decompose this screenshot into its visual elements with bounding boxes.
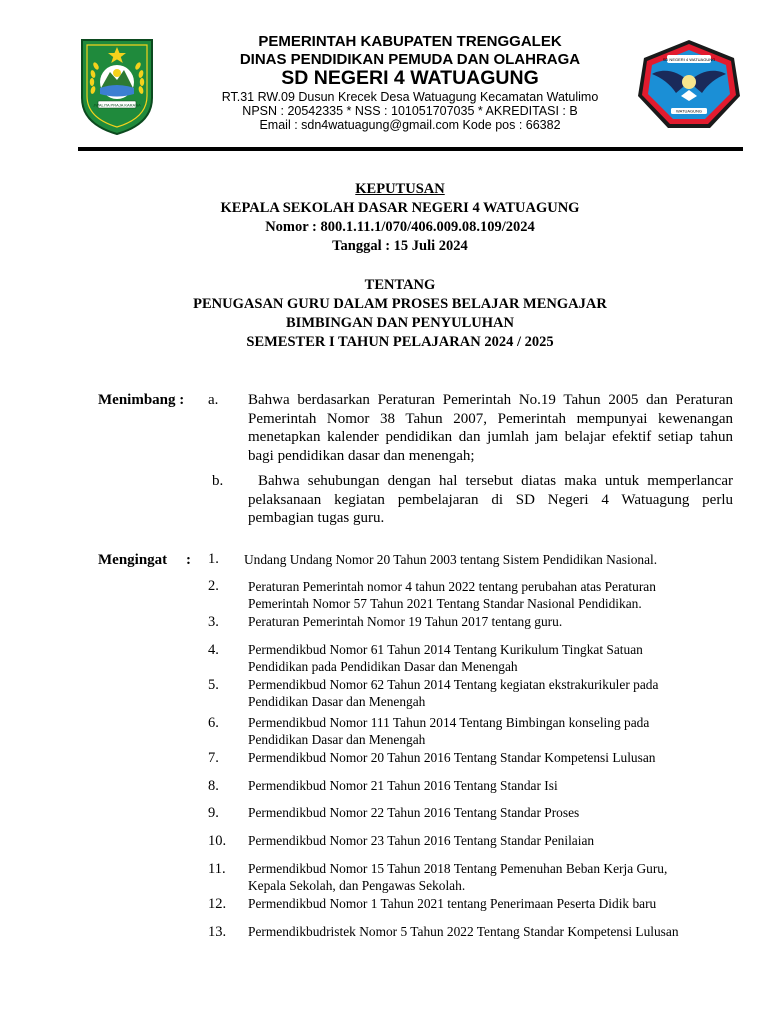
list-item-number: 3. — [208, 614, 219, 630]
letterhead-department-line: DINAS PENDIDIKAN PEMUDA DAN OLAHRAGA — [239, 51, 581, 68]
letterhead-contact: Email : sdn4watuagung@gmail.com Kode pos : 66382 — [259, 118, 561, 132]
menimbang-item-b-line: Bahwa sehubungan dengan hal tersebut diatas maka untuk memperlancar — [258, 473, 733, 489]
menimbang-item-a-line: menetapkan kalender pendidikan dan jumlah jam belajar efektif setiap tahun — [248, 429, 733, 445]
list-item-text: Pendidikan pada Pendidikan Dasar dan Menengah — [248, 659, 518, 674]
list-item-number: 7. — [208, 750, 219, 766]
list-item-number: 2. — [208, 578, 219, 594]
mengingat-label: Mengingat — [98, 552, 168, 568]
letterhead-school-name: SD NEGERI 4 WATUAGUNG — [281, 67, 539, 89]
menimbang-item-b-line: pembagian tugas guru. — [248, 510, 385, 526]
list-item-text: Pemerintah Nomor 57 Tahun 2021 Tentang Standar Nasional Pendidikan. — [248, 596, 642, 611]
list-item-number: 11. — [208, 861, 226, 877]
school-emblem-text-top: SD NEGERI 4 WATUAGUNG — [662, 57, 716, 62]
menimbang-label: Menimbang : — [98, 392, 185, 408]
list-item-number: 4. — [208, 642, 219, 658]
menimbang-item-a-line: Pemerintah Nomor 38 Tahun 2007, Pemerintah mempunyai kewenangan — [248, 410, 733, 427]
menimbang-item-a-line: bagi pendidikan dasar dan menengah; — [248, 447, 475, 464]
list-item-text: Permendikbudristek Nomor 5 Tahun 2022 Tentang Standar Kompetensi Lulusan — [248, 924, 679, 939]
list-item-text: Kepala Sekolah, dan Pengawas Sekolah. — [248, 878, 466, 893]
list-item-text: Permendikbud Nomor 62 Tahun 2014 Tentang kegiatan ekstrakurikuler pada — [248, 677, 659, 692]
menimbang-item-b-line: pelaksanaan kegiatan pembelajaran di SD Negeri 4 Watuagung perlu — [248, 491, 733, 508]
list-item-number: 13. — [208, 924, 227, 940]
decree-issuer: KEPALA SEKOLAH DASAR NEGERI 4 WATUAGUNG — [220, 200, 580, 216]
list-item-text: Permendikbud Nomor 15 Tahun 2018 Tentang Pemenuhan Beban Kerja Guru, — [248, 861, 668, 876]
list-item-number: 10. — [208, 833, 227, 849]
decree-title: KEPUTUSAN — [355, 181, 445, 197]
list-item-text: Permendikbud Nomor 23 Tahun 2016 Tentang Standar Penilaian — [248, 833, 595, 848]
letterhead-school-ids: NPSN : 20542335 * NSS : 101051707035 * AKREDITASI : B — [242, 104, 578, 118]
menimbang-item-a-marker: a. — [208, 392, 219, 408]
menimbang-item-a-line: Bahwa berdasarkan Peraturan Pemerintah No.19 Tahun 2005 dan Peraturan — [248, 392, 733, 408]
list-item-text: Permendikbud Nomor 22 Tahun 2016 Tentang Standar Proses — [248, 805, 580, 820]
decree-subject-line-3: SEMESTER I TAHUN PELAJARAN 2024 / 2025 — [246, 334, 554, 350]
school-emblem-logo — [634, 38, 744, 134]
letterhead-divider — [78, 147, 743, 151]
list-item-text: Pendidikan Dasar dan Menengah — [248, 694, 426, 709]
letterhead-government-line: PEMERINTAH KABUPATEN TRENGGALEK — [258, 33, 562, 50]
decree-about: TENTANG — [364, 277, 436, 293]
list-item-text: Pendidikan Dasar dan Menengah — [248, 732, 426, 747]
list-item-number: 9. — [208, 805, 219, 821]
list-item-text: Permendikbud Nomor 21 Tahun 2016 Tentang Standar Isi — [248, 778, 558, 793]
list-item-number: 1. — [208, 551, 219, 567]
list-item-text: Undang Undang Nomor 20 Tahun 2003 tentang Sistem Pendidikan Nasional. — [244, 552, 658, 567]
list-item-number: 8. — [208, 778, 219, 794]
list-item-text: Permendikbud Nomor 20 Tahun 2016 Tentang Standar Kompetensi Lulusan — [248, 750, 656, 765]
list-item-text: Peraturan Pemerintah nomor 4 tahun 2022 tentang perubahan atas Peraturan — [248, 579, 656, 594]
list-item-number: 12. — [208, 896, 227, 912]
school-emblem-text-bottom: WATUAGUNG — [676, 108, 702, 114]
decree-number: Nomor : 800.1.11.1/070/406.009.08.109/2024 — [265, 219, 535, 235]
list-item-text: Permendikbud Nomor 1 Tahun 2021 tentang Penerimaan Peserta Didik baru — [248, 896, 657, 911]
regency-emblem-logo — [78, 36, 156, 136]
list-item-text: Permendikbud Nomor 61 Tahun 2014 Tentang Kurikulum Tingkat Satuan — [248, 642, 643, 657]
list-item-number: 6. — [208, 715, 219, 731]
list-item-number: 5. — [208, 677, 219, 693]
decree-date: Tanggal : 15 Juli 2024 — [332, 238, 468, 254]
list-item-text: Permendikbud Nomor 111 Tahun 2014 Tentang Bimbingan konseling pada — [248, 715, 650, 730]
letterhead-address: RT.31 RW.09 Dusun Krecek Desa Watuagung Kecamatan Watulimo — [221, 90, 599, 104]
emblem-ribbon-text: JWALITA PRAJA KARANA — [93, 102, 141, 108]
decree-subject-line-2: BIMBINGAN DAN PENYULUHAN — [286, 315, 514, 331]
mengingat-colon: : — [186, 552, 191, 568]
menimbang-item-b-marker: b. — [212, 473, 224, 489]
decree-subject-line-1: PENUGASAN GURU DALAM PROSES BELAJAR MENGAJAR — [193, 296, 607, 312]
list-item-text: Peraturan Pemerintah Nomor 19 Tahun 2017 tentang guru. — [248, 614, 563, 629]
